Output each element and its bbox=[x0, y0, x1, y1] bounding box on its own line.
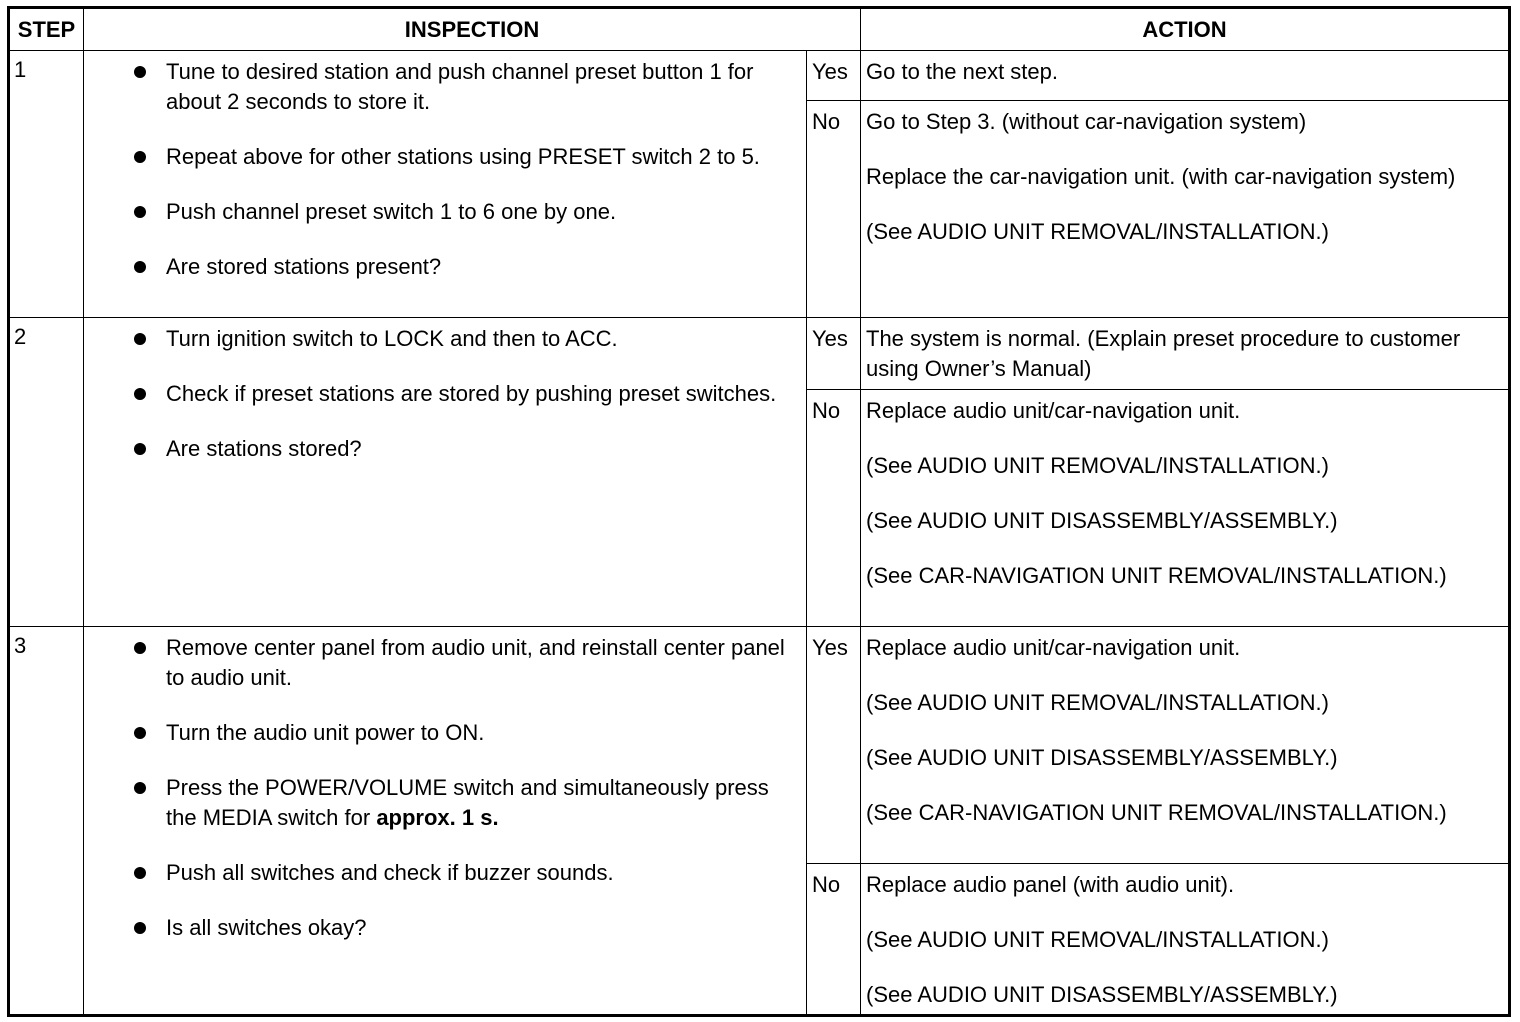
step-number: 1 bbox=[9, 51, 84, 318]
inspection-item: Push all switches and check if buzzer sounds. bbox=[134, 858, 786, 888]
action-text: (See AUDIO UNIT DISASSEMBLY/ASSEMBLY.) bbox=[866, 745, 1338, 770]
inspection-item: Turn ignition switch to LOCK and then to ACC. bbox=[134, 324, 786, 354]
inspection-item: Repeat above for other stations using PRESET switch 2 to 5. bbox=[134, 142, 786, 172]
action-text: (See AUDIO UNIT DISASSEMBLY/ASSEMBLY.) bbox=[866, 982, 1338, 1007]
action-text: (See AUDIO UNIT REMOVAL/INSTALLATION.) bbox=[866, 219, 1329, 244]
bullet-icon bbox=[134, 261, 146, 273]
no-action bbox=[861, 864, 1510, 1016]
header-action: ACTION bbox=[861, 8, 1510, 51]
step-number: 2 bbox=[9, 318, 84, 627]
step-3-inspection bbox=[84, 627, 807, 1016]
inspection-item: Is all switches okay? bbox=[134, 913, 786, 943]
action-text: (See AUDIO UNIT REMOVAL/INSTALLATION.) bbox=[866, 690, 1329, 715]
yes-label: Yes bbox=[807, 318, 861, 390]
inspection-item: Press the POWER/VOLUME switch and simultaneously press the MEDIA switch for approx. 1 s. bbox=[134, 773, 786, 833]
bullet-icon bbox=[134, 642, 146, 654]
inspection-item: Are stations stored? bbox=[134, 434, 786, 464]
action-text: (See CAR-NAVIGATION UNIT REMOVAL/INSTALLATION.) bbox=[866, 800, 1447, 825]
bullet-icon bbox=[134, 727, 146, 739]
bullet-icon bbox=[134, 66, 146, 78]
inspection-item: Are stored stations present? bbox=[134, 252, 786, 282]
action-text: (See AUDIO UNIT REMOVAL/INSTALLATION.) bbox=[866, 453, 1329, 478]
step-2-inspection bbox=[84, 318, 807, 627]
inspection-item: Push channel preset switch 1 to 6 one by one. bbox=[134, 197, 786, 227]
bullet-icon bbox=[134, 206, 146, 218]
step-1-yes-row bbox=[9, 51, 1510, 101]
action-text: (See AUDIO UNIT REMOVAL/INSTALLATION.) bbox=[866, 927, 1329, 952]
bullet-icon bbox=[134, 333, 146, 345]
inspection-item: Turn the audio unit power to ON. bbox=[134, 718, 786, 748]
yes-action bbox=[861, 51, 1510, 101]
inspection-item: Remove center panel from audio unit, and reinstall center panel to audio unit. bbox=[134, 633, 786, 693]
action-text: Go to the next step. bbox=[866, 59, 1059, 84]
action-text: Go to Step 3. (without car-navigation system) bbox=[866, 109, 1307, 134]
yes-action bbox=[861, 627, 1510, 864]
action-text: The system is normal. (Explain preset procedure to customer using Owner’s Manual) bbox=[866, 326, 1461, 381]
header-step: STEP bbox=[9, 8, 84, 51]
action-text: (See CAR-NAVIGATION UNIT REMOVAL/INSTALLATION.) bbox=[866, 563, 1447, 588]
emphasis-text: approx. 1 s. bbox=[376, 805, 499, 830]
header-row bbox=[9, 8, 1510, 51]
bullet-icon bbox=[134, 867, 146, 879]
inspection-item: Tune to desired station and push channel preset button 1 for about 2 seconds to store it. bbox=[134, 57, 786, 117]
bullet-icon bbox=[134, 922, 146, 934]
no-action bbox=[861, 101, 1510, 318]
step-1-inspection bbox=[84, 51, 807, 318]
bullet-icon bbox=[134, 388, 146, 400]
action-text: (See AUDIO UNIT DISASSEMBLY/ASSEMBLY.) bbox=[866, 508, 1338, 533]
step-3-yes-row bbox=[9, 627, 1510, 864]
action-text: Replace audio unit/car-navigation unit. bbox=[866, 398, 1241, 423]
step-number: 3 bbox=[9, 627, 84, 1016]
bullet-icon bbox=[134, 443, 146, 455]
action-text: Replace the car-navigation unit. (with car-navigation system) bbox=[866, 164, 1456, 189]
yes-action bbox=[861, 318, 1510, 390]
bullet-icon bbox=[134, 151, 146, 163]
action-text: Replace audio panel (with audio unit). bbox=[866, 872, 1235, 897]
diagnosis-table bbox=[7, 6, 1511, 1017]
inspection-item: Check if preset stations are stored by pushing preset switches. bbox=[134, 379, 786, 409]
action-text: Replace audio unit/car-navigation unit. bbox=[866, 635, 1241, 660]
step-2-yes-row bbox=[9, 318, 1510, 390]
yes-label: Yes bbox=[807, 51, 861, 101]
bullet-icon bbox=[134, 782, 146, 794]
no-label: No bbox=[807, 101, 861, 318]
no-action bbox=[861, 390, 1510, 627]
no-label: No bbox=[807, 390, 861, 627]
yes-label: Yes bbox=[807, 627, 861, 864]
header-inspection: INSPECTION bbox=[84, 8, 861, 51]
no-label: No bbox=[807, 864, 861, 1016]
